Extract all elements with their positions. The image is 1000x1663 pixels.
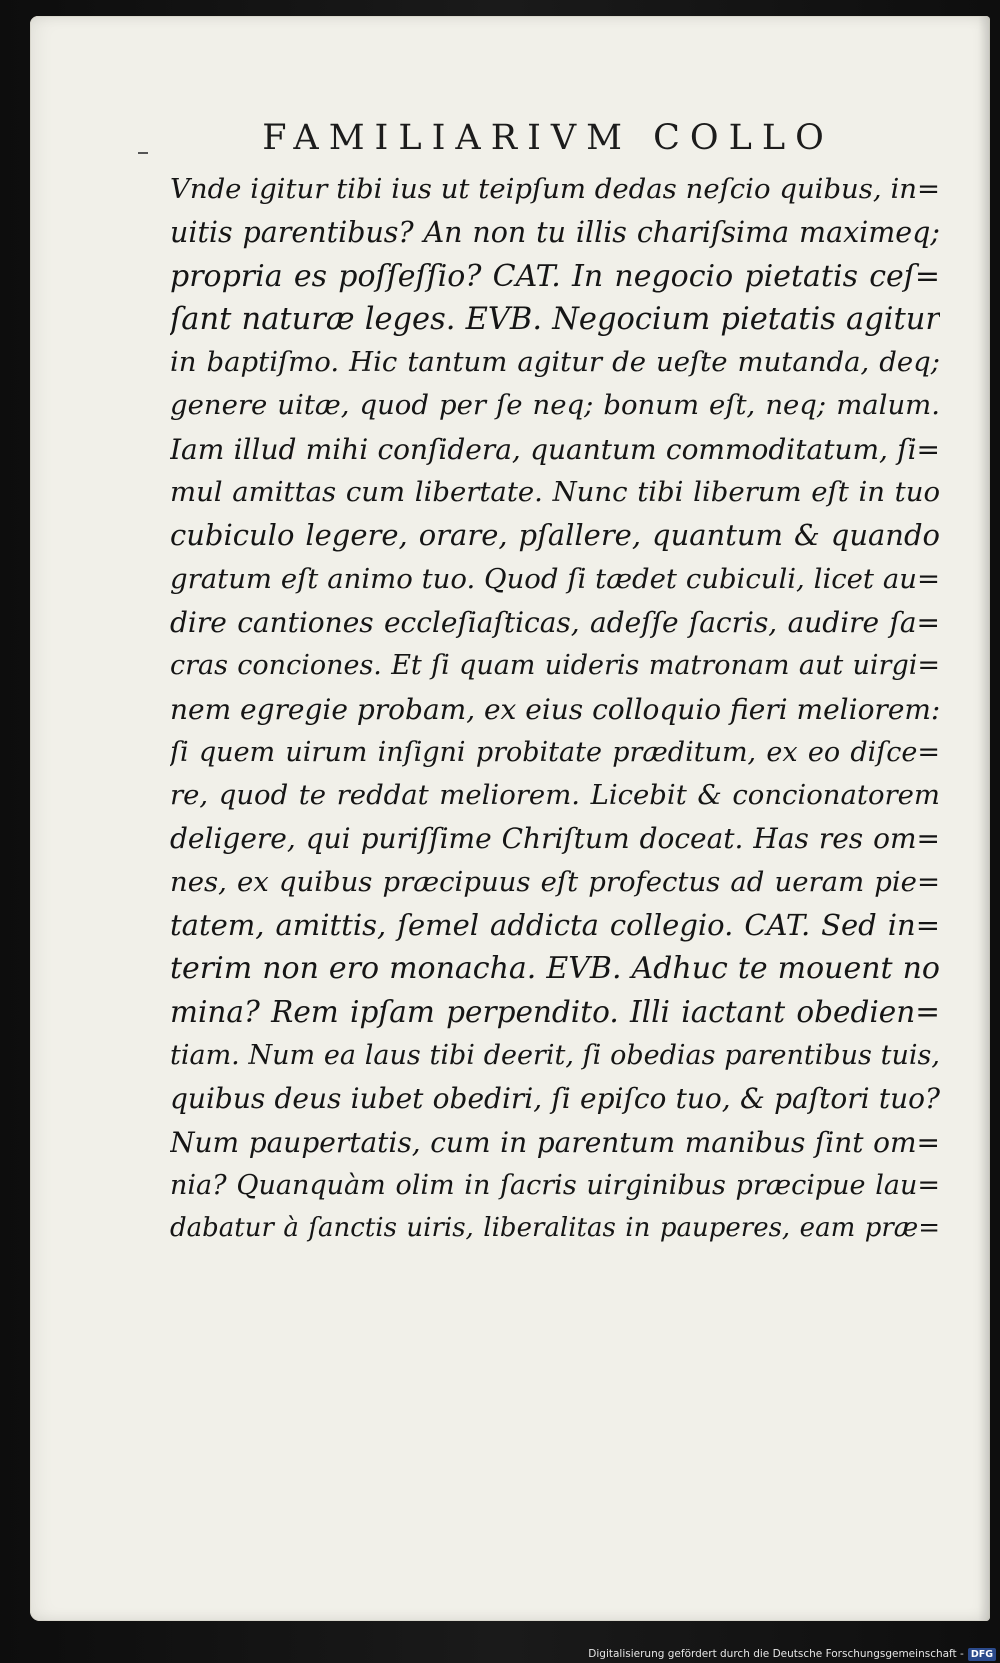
text-line: nia? Quanquàm olim in ſacris uirginibus præcipue lau= (170, 1169, 940, 1201)
text-line: in baptiſmo. Hic tantum agitur de ueſte mutanda, deq; (170, 346, 940, 379)
text-line: tatem, amittis, ſemel addicta collegio. CAT. Sed in= (170, 908, 940, 943)
text-line: propria es poſſeſſio? CAT. In negocio pietatis ceſ= (170, 258, 940, 294)
running-head: FAMILIARIVM COLLO (262, 118, 834, 158)
credit-text: Digitalisierung gefördert durch die Deutsche Forschungsgemeinschaft - (588, 1648, 964, 1660)
text-line: cras conciones. Et ſi quam uideris matronam aut uirgi= (170, 650, 940, 682)
body-text (170, 168, 940, 1250)
text-line: tiam. Num ea laus tibi deerit, ſi obedias parentibus tuis, (170, 1039, 940, 1071)
text-line: re, quod te reddat meliorem. Licebit & concionatorem (170, 779, 940, 812)
text-line: mul amittas cum libertate. Nunc tibi liberum eſt in tuo (170, 476, 940, 509)
text-line: Iam illud mihi conſidera, quantum commoditatum, ſi= (170, 432, 940, 466)
text-line: ſant naturæ leges. EVB. Negocium pietatis agitur (170, 301, 940, 337)
dfg-logo: DFG (968, 1648, 996, 1661)
page-edge-shadow (978, 16, 990, 1621)
digitization-credit (588, 1646, 996, 1662)
text-line: dire cantiones eccleſiaſticas, adeſſe ſacris, audire ſa= (170, 605, 940, 639)
text-line: quibus deus iubet obediri, ſi epiſco tuo, & paſtori tuo? (170, 1082, 940, 1116)
text-line: cubiculo legere, orare, pſallere, quantum & quando (170, 518, 940, 553)
text-line: ſi quem uirum inſigni probitate præditum, ex eo diſce= (170, 736, 940, 768)
text-line: genere uitæ, quod per ſe neq; bonum eſt, neq; malum. (170, 389, 940, 422)
text-line: Num paupertatis, cum in parentum manibus ſint om= (170, 1125, 940, 1159)
text-line: Vnde igitur tibi ius ut teipſum dedas neſcio quibus, in= (170, 173, 940, 205)
text-line: deligere, qui puriſſime Chriſtum doceat. Has res om= (170, 822, 940, 856)
text-line: gratum eſt animo tuo. Quod ſi tædet cubiculi, licet au= (170, 562, 940, 595)
text-line: nem egregie probam, ex eius colloquio fieri meliorem: (170, 692, 940, 726)
text-line: nes, ex quibus præcipuus eſt profectus ad ueram pie= (170, 865, 940, 898)
text-line: mina? Rem ipſam perpendito. Illi iactant obedien= (170, 994, 940, 1029)
text-line: uitis parentibus? An non tu illis chariſsima maximeq; (170, 216, 940, 250)
text-line: terim non ero monacha. EVB. Adhuc te mouent no (170, 951, 940, 987)
text-line: dabatur à ſanctis uiris, liberalitas in pauperes, eam præ= (170, 1213, 940, 1244)
